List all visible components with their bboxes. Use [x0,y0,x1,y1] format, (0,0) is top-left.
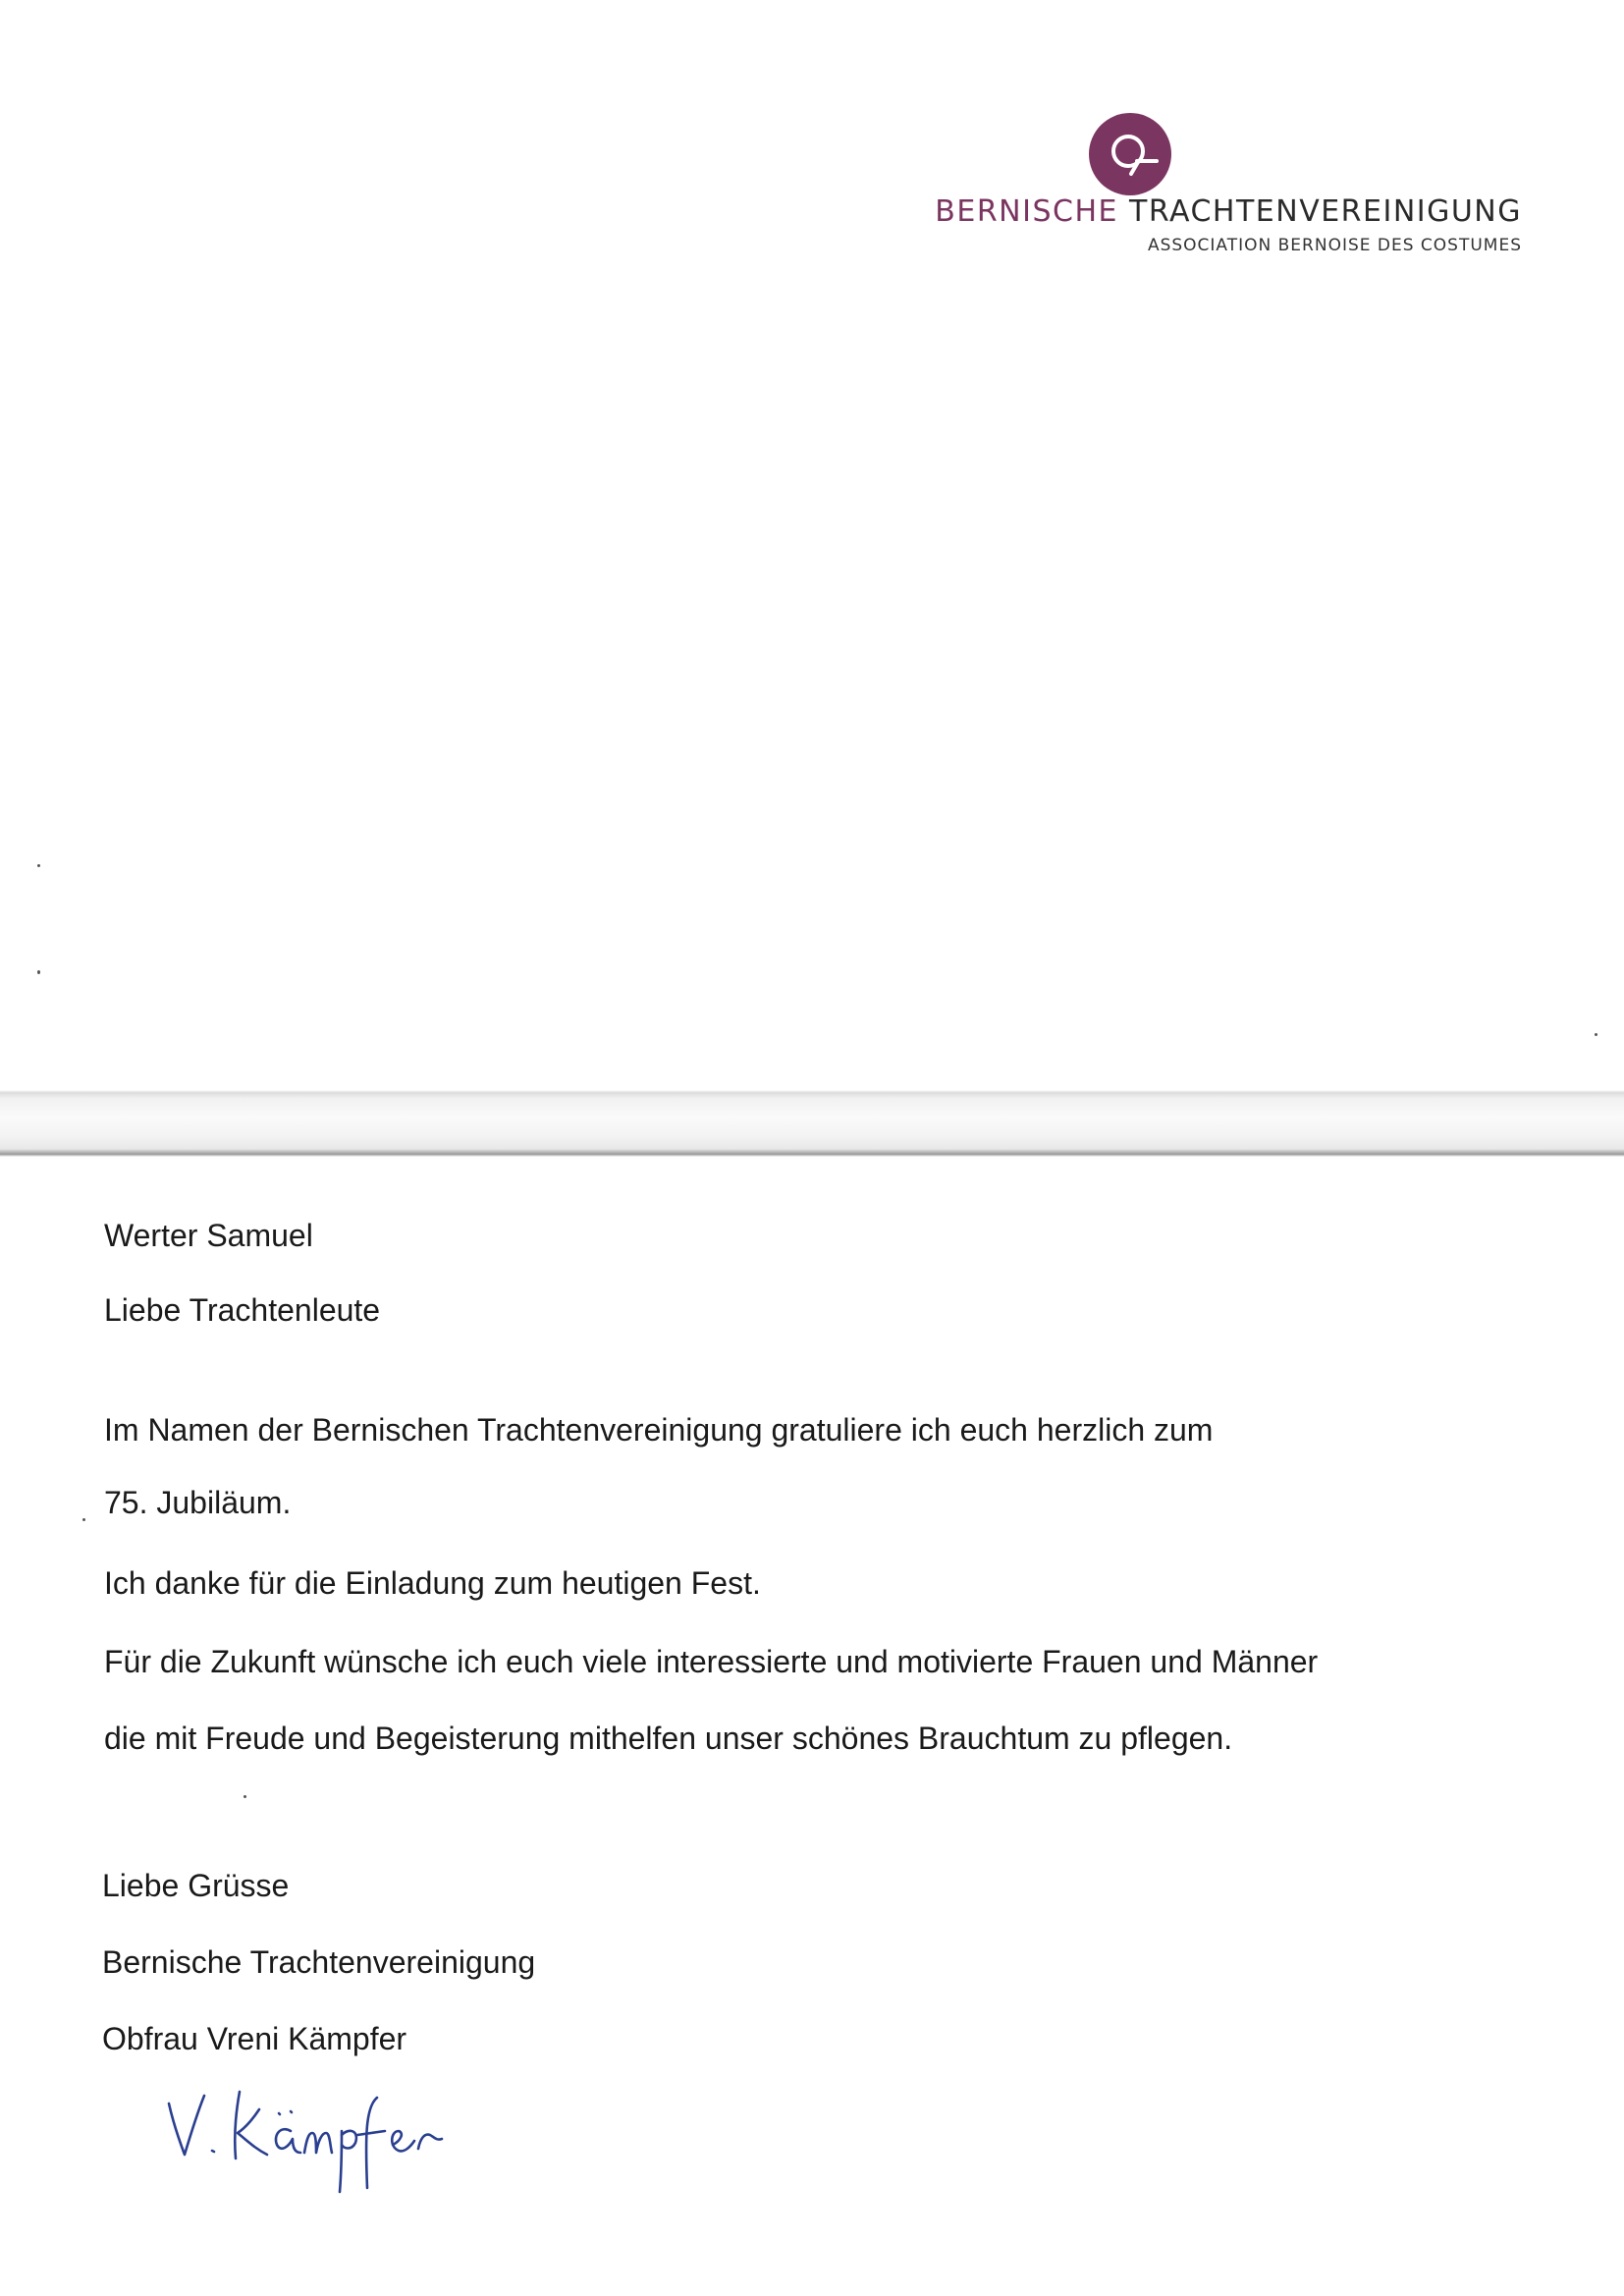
body-line-3: Ich danke für die Einladung zum heutigen Fest. [104,1565,761,1601]
closing-line: Liebe Grüsse [102,1868,290,1903]
org-name-part-2: TRACHTENVEREINIGUNG [1129,194,1522,229]
body-line-1: Im Namen der Bernischen Trachtenvereinigung gratuliere ich euch herzlich zum [104,1412,1214,1448]
scan-speck [37,970,40,974]
scan-speck [37,864,40,867]
org-name [935,194,1522,229]
org-subtitle: ASSOCIATION BERNOISE DES COSTUMES [1147,236,1522,255]
salutation-line-1: Werter Samuel [104,1218,313,1253]
body-line-5: die mit Freude und Begeisterung mithelfen unser schönes Brauchtum zu pflegen. [104,1721,1233,1756]
signer-line: Obfrau Vreni Kämpfer [102,2021,407,2056]
organization-line: Bernische Trachtenvereinigung [102,1944,536,1980]
handwritten-signature [157,2070,461,2198]
costume-logo-icon [1088,112,1172,196]
org-name-part-1: BERNISCHE [935,194,1118,229]
body-line-4: Für die Zukunft wünsche ich euch viele interessierte und motivierte Frauen und Männer [104,1644,1319,1679]
salutation-line-2: Liebe Trachtenleute [104,1292,381,1328]
scan-speck [1595,1033,1597,1036]
body-line-2: 75. Jubiläum. [104,1485,292,1520]
scan-speck [82,1518,85,1521]
scan-speck [244,1795,246,1798]
paper-fold-band [0,1090,1624,1157]
